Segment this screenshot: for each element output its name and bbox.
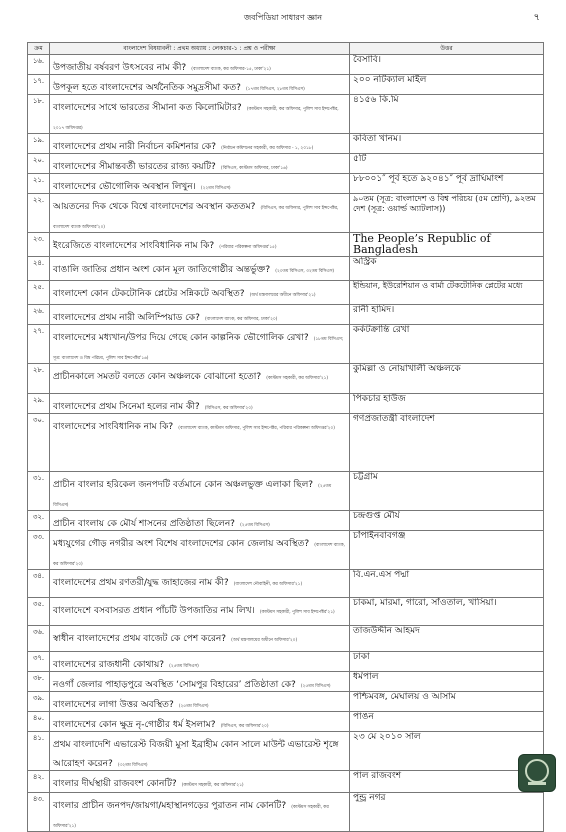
answer-cell: চাঁপাইনবাবগঞ্জ bbox=[350, 531, 544, 570]
question-text: আয়তনের দিক থেকে বিশ্বে বাংলাদেশের অবস্থান কততম? bbox=[53, 202, 256, 212]
table-header-row bbox=[28, 43, 544, 55]
source-note: (১৭তম বিসিএস, ২৮তম বিসিএস) bbox=[245, 87, 305, 92]
question-text: বাংলাদেশের প্রথম সিনেমা হলের নাম কী? bbox=[53, 402, 200, 412]
source-note: (বাংলাদেশ নৌবাহিনী, কর অফিসার'২১) bbox=[233, 582, 303, 587]
question-cell bbox=[50, 257, 350, 281]
question-cell bbox=[50, 281, 350, 305]
row-number: ২৩. bbox=[28, 233, 50, 257]
question-cell bbox=[50, 570, 350, 598]
logo-bar-icon bbox=[528, 782, 546, 785]
question-text: বাংলাদেশের সাংবিধানিক নাম কি? bbox=[53, 422, 174, 432]
source-note: (পরিবার পরিকল্পনা অধিদপ্তর'১৫) bbox=[219, 245, 277, 250]
question-text: বাংলাদেশে বসবাসরত প্রধান পাঁচটি উপজাতির নাম লিখ। bbox=[53, 606, 255, 616]
row-number: ৩৩. bbox=[28, 531, 50, 570]
question-cell bbox=[50, 233, 350, 257]
answer-cell: ২০০ নটিক্যাল মাইল bbox=[350, 75, 544, 95]
question-text: বাংলাদেশ কোন টেকটোনিক প্লেটের সন্নিকটে অবস্থিত? bbox=[53, 289, 245, 299]
page-header bbox=[0, 8, 566, 28]
question-cell bbox=[50, 394, 350, 414]
row-number: ১৮. bbox=[28, 95, 50, 134]
table-row bbox=[28, 732, 544, 771]
table-row bbox=[28, 472, 544, 511]
table-row bbox=[28, 95, 544, 134]
question-text: ইংরেজিতে বাংলাদেশের সাংবিধানিক নাম কি? bbox=[53, 241, 215, 251]
table-row bbox=[28, 364, 544, 394]
table-row bbox=[28, 174, 544, 194]
source-note: (অর্থ মন্ত্রণালয়ের অধীনে অফিসার'২১) bbox=[249, 293, 316, 298]
source-note: (কাস্টমস সহকারী, কর অফিসার'২১) bbox=[181, 783, 244, 788]
source-note: (১৮তম বিসিএস; সূত্র: বাংলাদেশ ও বিশ্ব পরিচয়, পুলিশ সাব ইন্সপেক্টর'১৬) bbox=[53, 337, 344, 361]
question-text: প্রথম বাংলাদেশি এভারেস্ট বিজয়ী মুসা ইব্রাহীম কোন সালে মাউন্ট এভারেস্ট শৃঙ্গে আরোহণ করেন? bbox=[53, 740, 339, 769]
question-text: বাংলাদেশের সাথে ভারতের সীমানা কত কিলোমিটার? bbox=[53, 103, 242, 113]
answer-cell: পুন্ড্র নগর bbox=[350, 793, 544, 832]
table-row bbox=[28, 257, 544, 281]
source-note: (বাংলাদেশ ব্যাংক, কর অফিসার'২০) bbox=[53, 543, 345, 567]
source-note: (অর্থ মন্ত্রণালয়ের অধীনে অফিসার'২০) bbox=[231, 638, 298, 643]
header-col-answer: উত্তর bbox=[350, 43, 544, 55]
question-text: বাংলাদেশের কোন ক্ষুদ্র নৃ-গোষ্ঠীর ধর্ম ইসলাম? bbox=[53, 720, 216, 730]
question-text: বাংলাদেশের সীমান্তবর্তী ভারতের রাজ্য কয়টি? bbox=[53, 162, 216, 172]
question-text: বাংলার প্রাচীন জনপদ/জায়গা/মহাস্থানগড়ের পুরাতন নাম কোনটি? bbox=[53, 801, 287, 811]
source-note: (২৫তম বিসিএস) bbox=[178, 704, 209, 709]
row-number: ৪১. bbox=[28, 732, 50, 771]
table-row bbox=[28, 712, 544, 732]
logo-ring-icon bbox=[525, 759, 549, 783]
page-number: ৭ bbox=[533, 12, 540, 23]
row-number: ৩৮. bbox=[28, 672, 50, 692]
row-number: ৩৫. bbox=[28, 598, 50, 626]
question-cell bbox=[50, 95, 350, 134]
source-note: (কাস্টমস সহকারী, কর অফিসার, পুলিশ সাব ইন্সপেক্টর, ২০১৭ অধিদপ্তর) bbox=[53, 107, 339, 131]
question-cell bbox=[50, 174, 350, 194]
source-note: (বাংলাদেশ ব্যাংক, কাস্টমস অফিসার, পুলিশ সাব ইন্সপেক্টর, পরিবার পরিকল্পনা অধিদপ্তর'২০) bbox=[178, 426, 335, 431]
question-cell bbox=[50, 712, 350, 732]
question-cell bbox=[50, 364, 350, 394]
question-cell bbox=[50, 414, 350, 472]
question-cell bbox=[50, 154, 350, 174]
question-cell bbox=[50, 55, 350, 75]
table-row bbox=[28, 771, 544, 793]
table-row bbox=[28, 570, 544, 598]
question-text: বাংলাদেশের ভৌগোলিক অবস্থান লিখুন। bbox=[53, 182, 196, 192]
answer-cell: বি.এন.এস পদ্মা bbox=[350, 570, 544, 598]
row-number: ৩২. bbox=[28, 511, 50, 531]
table-row bbox=[28, 692, 544, 712]
question-text: প্রাচীনকালে সমতট বলতে কোন অঞ্চলকে বোঝানো হতো? bbox=[53, 372, 262, 382]
answer-cell: কর্কটক্রান্তি রেখা bbox=[350, 325, 544, 364]
answer-cell: ৯০তম (সূত্র: বাংলাদেশ ও বিশ্ব পরিচয় (৫ম শ্রেণি), ৯২তম দেশ (সূত্র: ওয়ার্ল্ড অ্যাটলাস)) bbox=[350, 194, 544, 233]
table-row bbox=[28, 134, 544, 154]
source-note: (কাস্টমস সহকারী, কর অফিসার'২১) bbox=[266, 376, 329, 381]
answer-cell: চন্দ্রগুপ্ত মৌর্য bbox=[350, 511, 544, 531]
question-cell bbox=[50, 626, 350, 652]
header-col-question: বাংলাদেশ বিষয়াবলী : প্রথম অধ্যায় : লেকচার-১ : প্রশ্ন ও পরীক্ষা bbox=[50, 43, 350, 55]
question-cell bbox=[50, 598, 350, 626]
row-number: ৪২. bbox=[28, 771, 50, 793]
source-note: (বাংলাদেশ ব্যাংক, কর অফিসার, ঢাকা'২০) bbox=[204, 317, 278, 322]
answer-cell: ইন্ডিয়ান, ইউরেশিয়ান ও বার্মা টেকটোনিক প্লেটের মধ্যে bbox=[350, 281, 544, 305]
question-text: বাঙালি জাতির প্রধান অংশ কোন মূল জাতিগোষ্ঠীর অন্তর্ভুক্ত? bbox=[53, 265, 271, 275]
page-title: জবপিডিয়া সাধারণ জ্ঞান bbox=[243, 13, 323, 22]
question-text: বাংলাদেশের মধ্যখান/উপর দিয়ে গেছে কোন কাল্পনিক ভৌগোলিক রেখা? bbox=[53, 333, 309, 343]
question-cell bbox=[50, 511, 350, 531]
row-number: ২২. bbox=[28, 194, 50, 233]
question-cell bbox=[50, 305, 350, 325]
answer-cell: কুমিল্লা ও নোয়াখালী অঞ্চলকে bbox=[350, 364, 544, 394]
question-text: প্রাচীন বাংলার হরিকেল জনপদটি বর্তমানে কোন অঞ্চলভুক্ত এলাকা ছিল? bbox=[53, 480, 314, 490]
question-text: বাংলাদেশের প্রথম নারী নির্বাচন কমিশনার কে? bbox=[53, 142, 217, 152]
question-text: বাংলাদেশের রাজধানী কোথায়? bbox=[53, 660, 165, 670]
answer-cell: অস্ট্রিক bbox=[350, 257, 544, 281]
answer-cell: পশ্চিমবঙ্গ, মেঘালয় ও আসাম bbox=[350, 692, 544, 712]
question-cell bbox=[50, 472, 350, 511]
question-text: নওগাঁ জেলার পাহাড়পুরে অবস্থিত ‘সোমপুর বিহারের’ প্রতিষ্ঠাতা কে? bbox=[53, 680, 296, 690]
row-number: ৩৯. bbox=[28, 692, 50, 712]
row-number: ১৬. bbox=[28, 55, 50, 75]
answer-cell: The People’s Republic of Bangladesh bbox=[350, 233, 544, 257]
source-note: (নির্বাচন কমিশনের সহকারী, কর অফিসার - ১, ২০১৮) bbox=[221, 146, 314, 151]
question-text: বাংলাদেশের প্রথম রণতরী/যুদ্ধ জাহাজের নাম কী? bbox=[53, 578, 229, 588]
row-number: ২৬. bbox=[28, 305, 50, 325]
source-note: (কাস্টমস সহকারী, কর অফিসার'২১) bbox=[53, 805, 329, 829]
row-number: ২৮. bbox=[28, 364, 50, 394]
answer-cell: রানী হামিদ। bbox=[350, 305, 544, 325]
answer-cell: চট্টগ্রাম bbox=[350, 472, 544, 511]
row-number: ২৫. bbox=[28, 281, 50, 305]
table-row bbox=[28, 511, 544, 531]
question-cell bbox=[50, 75, 350, 95]
answer-cell: ঢাকা bbox=[350, 652, 544, 672]
source-note: (বিসিএস, কর অফিসার, পুলিশ সাব ইন্সপেক্টর, বাংলাদেশ ব্যাংক অফিসার'২০) bbox=[53, 206, 339, 230]
answer-cell: ৫টি bbox=[350, 154, 544, 174]
answer-cell: তাজউদ্দীন আহমদ bbox=[350, 626, 544, 652]
answer-cell: পাল রাজবংশ bbox=[350, 771, 544, 793]
row-number: ১৯. bbox=[28, 134, 50, 154]
table-row bbox=[28, 233, 544, 257]
question-cell bbox=[50, 325, 350, 364]
header-col-number: ক্রম bbox=[28, 43, 50, 55]
source-note: (বিসিএস, কর অফিসার'২০) bbox=[220, 724, 269, 729]
answer-cell: পাঙন bbox=[350, 712, 544, 732]
row-number: ৩০. bbox=[28, 414, 50, 472]
answer-cell: ২৩ মে ২০১০ সাল bbox=[350, 732, 544, 771]
source-note: (২৫তম বিসিএস) bbox=[53, 484, 332, 508]
source-note: (২৫তম বিসিএস) bbox=[169, 664, 199, 669]
question-text: বাংলার দীর্ঘস্থায়ী রাজবংশ কোনটি? bbox=[53, 779, 177, 789]
question-cell bbox=[50, 793, 350, 832]
table-row bbox=[28, 325, 544, 364]
question-cell bbox=[50, 771, 350, 793]
row-number: ২১. bbox=[28, 174, 50, 194]
publisher-logo bbox=[518, 754, 556, 792]
source-note: (বিসিএস, কাস্টমস অফিসার, ঢাকা'১৬) bbox=[220, 166, 288, 171]
table-row bbox=[28, 672, 544, 692]
table-row bbox=[28, 414, 544, 472]
question-cell bbox=[50, 531, 350, 570]
question-cell bbox=[50, 672, 350, 692]
question-cell bbox=[50, 194, 350, 233]
question-text: মধ্যযুগের গৌড় নগরীর অংশ বিশেষ বাংলাদেশের কোন জেলায় অবস্থিত? bbox=[53, 539, 310, 549]
row-number: ৩৪. bbox=[28, 570, 50, 598]
table-row bbox=[28, 531, 544, 570]
answer-cell: চাকমা, মারমা, গারো, সাঁওতাল, খাসিয়া। bbox=[350, 598, 544, 626]
row-number: ১৭. bbox=[28, 75, 50, 95]
table-row bbox=[28, 652, 544, 672]
answer-cell: কবিতা খানম। bbox=[350, 134, 544, 154]
answer-cell: বৈসাবি। bbox=[350, 55, 544, 75]
question-text: বাংলাদেশের প্রথম নারী অলিম্পিয়াড কে? bbox=[53, 313, 200, 323]
table-row bbox=[28, 75, 544, 95]
table-row bbox=[28, 194, 544, 233]
question-cell bbox=[50, 732, 350, 771]
table-row bbox=[28, 281, 544, 305]
row-number: ২০. bbox=[28, 154, 50, 174]
answer-cell: ৮৮০০১″ পূর্ব হতে ৯২০৪১″ পূর্ব দ্রাঘিমাংশ bbox=[350, 174, 544, 194]
source-note: (কাস্টমস সহকারী, পুলিশ সাব ইন্সপেক্টর'২১) bbox=[259, 610, 335, 615]
row-number: ২৪. bbox=[28, 257, 50, 281]
source-note: (২০তম বিসিএস, ৩২তম বিসিএস) bbox=[275, 269, 335, 274]
question-text: স্বাধীন বাংলাদেশের প্রথম বাজেট কে পেশ করেন? bbox=[53, 634, 227, 644]
question-text: উপজাতীয় বর্ষবরণ উৎসবের নাম কী? bbox=[53, 63, 187, 73]
question-text: প্রাচীন বাংলায় কে মৌর্য শাসনের প্রতিষ্ঠাতা ছিলেন? bbox=[53, 519, 235, 529]
source-note: (২২তম বিসিএস) bbox=[200, 186, 231, 191]
table-row bbox=[28, 55, 544, 75]
answer-cell: পিকচার হাউজ bbox=[350, 394, 544, 414]
answer-cell: ৪১৫৬ কি.মি bbox=[350, 95, 544, 134]
answer-cell: ধর্মপাল bbox=[350, 672, 544, 692]
table-row bbox=[28, 305, 544, 325]
source-note: (২৫তম বিসিএস) bbox=[240, 523, 270, 528]
row-number: ৩৬. bbox=[28, 626, 50, 652]
source-note: (বিসিএস, কর অফিসার'২০) bbox=[204, 406, 253, 411]
table-row bbox=[28, 626, 544, 652]
row-number: ২৯. bbox=[28, 394, 50, 414]
row-number: ৪৩. bbox=[28, 793, 50, 832]
row-number: ২৭. bbox=[28, 325, 50, 364]
answer-cell: গণপ্রজাতন্ত্রী বাংলাদেশ bbox=[350, 414, 544, 472]
question-table bbox=[27, 42, 544, 832]
row-number: ৩৭. bbox=[28, 652, 50, 672]
row-number: ৪০. bbox=[28, 712, 50, 732]
table-row bbox=[28, 154, 544, 174]
question-text: বাংলাদেশের লাগা উত্তর অবস্থিত? bbox=[53, 700, 174, 710]
question-cell bbox=[50, 134, 350, 154]
question-cell bbox=[50, 652, 350, 672]
table-row bbox=[28, 598, 544, 626]
source-note: (২৫তম বিসিএস) bbox=[300, 684, 331, 689]
question-cell bbox=[50, 692, 350, 712]
source-note: (৩২তম বিসিএস) bbox=[117, 763, 148, 768]
source-note: (বাংলাদেশ ব্যাংক, কর অফিসার-১৫, ঢাকা'২১) bbox=[191, 67, 271, 72]
table-row bbox=[28, 394, 544, 414]
row-number: ৩১. bbox=[28, 472, 50, 511]
table-row bbox=[28, 793, 544, 832]
question-text: উপকূল হতে বাংলাদেশের অর্থনৈতিক সমুদ্রসীমা কত? bbox=[53, 83, 241, 93]
